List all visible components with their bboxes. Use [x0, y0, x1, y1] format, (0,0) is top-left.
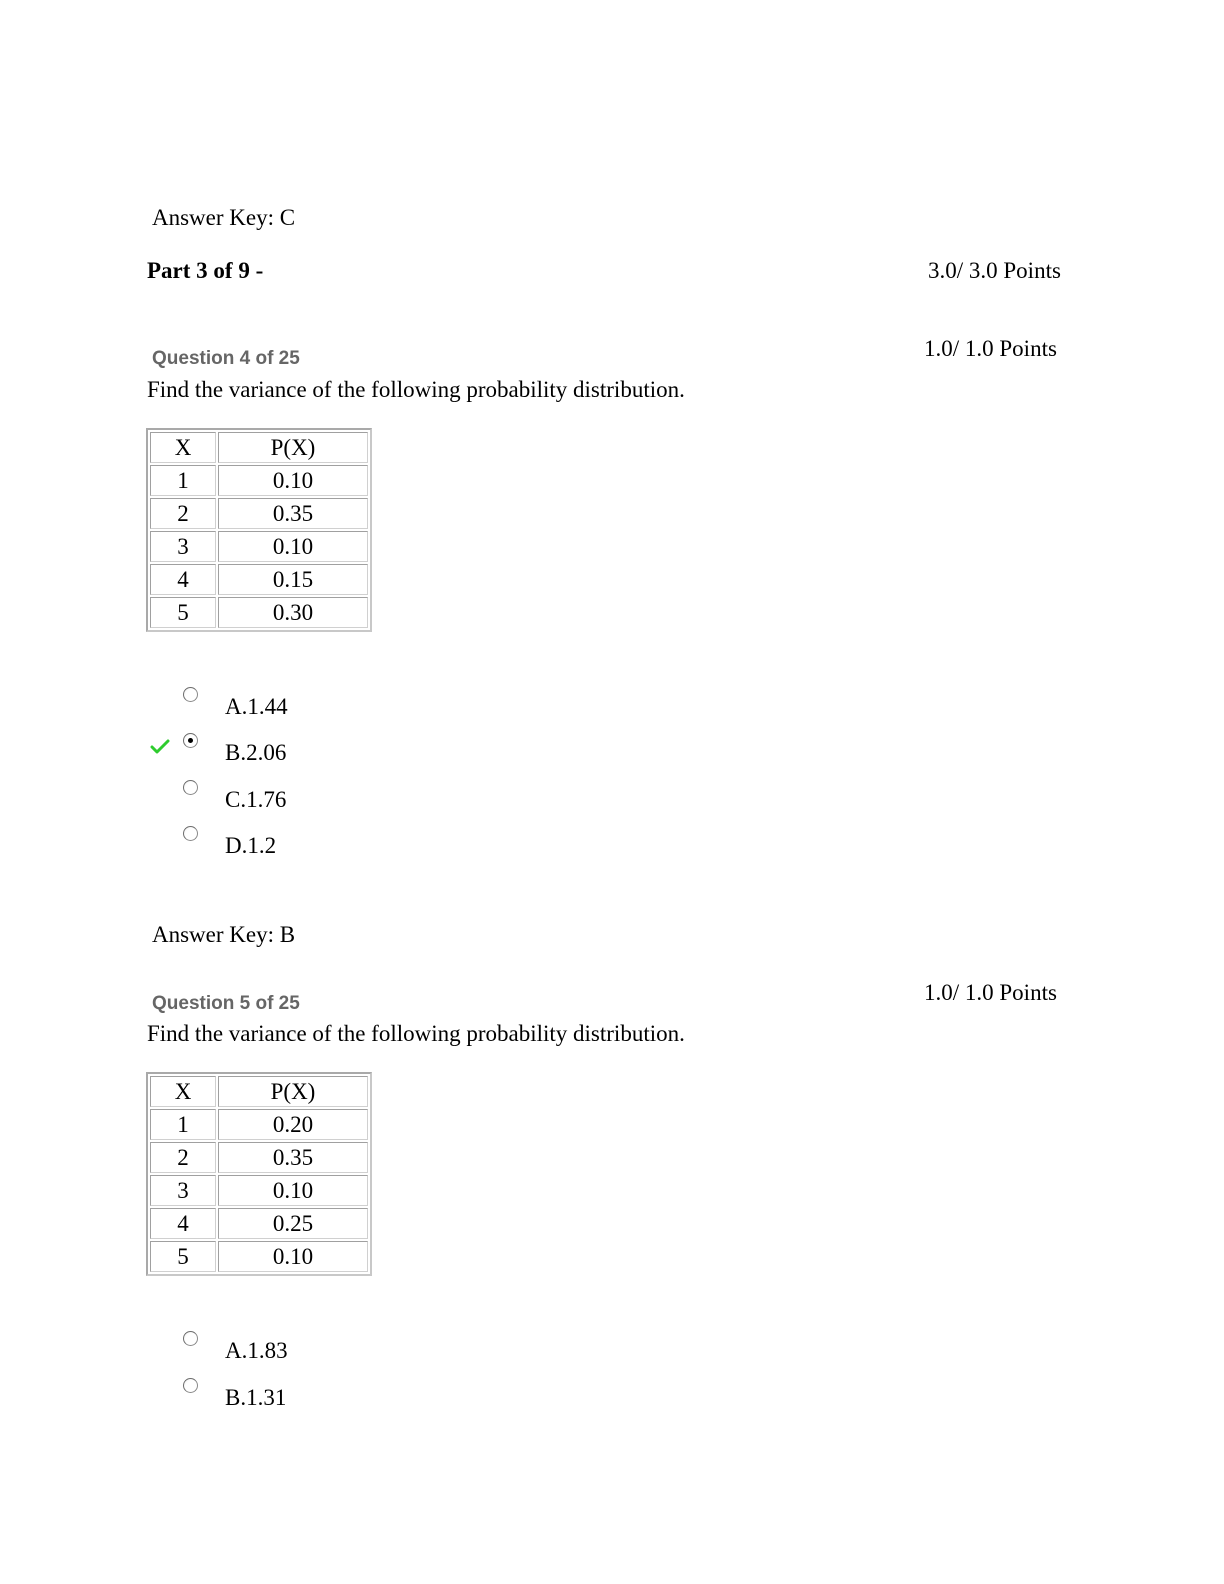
table-row — [150, 1175, 368, 1206]
question-points: 1.0/ 1.0 Points — [924, 336, 1057, 361]
radio-unselected-icon[interactable] — [183, 687, 198, 702]
radio-selected-icon[interactable] — [183, 733, 198, 748]
table-row — [150, 1142, 368, 1173]
question-label: Question 5 of 25 — [152, 993, 300, 1014]
correct-check-icon — [150, 739, 170, 755]
part-points: 3.0/ 3.0 Points — [928, 258, 1061, 283]
table-cell-x: 2 — [150, 498, 216, 529]
option-a-label: A.1.83 — [225, 1338, 288, 1363]
option-d-label: D.1.2 — [225, 833, 277, 858]
answer-key-previous: Answer Key: C — [152, 205, 296, 230]
table-cell-px: 0.10 — [218, 465, 368, 496]
radio-unselected-icon[interactable] — [183, 1331, 198, 1346]
table-cell-x: 4 — [150, 1208, 216, 1239]
table-cell-x: 5 — [150, 597, 216, 628]
option-a-label: A.1.44 — [225, 694, 288, 719]
table-cell-px: 0.30 — [218, 597, 368, 628]
table-cell-px: 0.35 — [218, 1142, 368, 1173]
table-cell-x: 4 — [150, 564, 216, 595]
option-b-label: B.1.31 — [225, 1385, 287, 1410]
table-row — [150, 1241, 368, 1272]
radio-unselected-icon[interactable] — [183, 826, 198, 841]
option-c-label: C.1.76 — [225, 787, 287, 812]
table-row — [150, 465, 368, 496]
table-header-px: P(X) — [218, 1076, 368, 1107]
radio-unselected-icon[interactable] — [183, 780, 198, 795]
question-points: 1.0/ 1.0 Points — [924, 980, 1057, 1005]
option-b-label: B.2.06 — [225, 740, 287, 765]
table-row — [150, 1208, 368, 1239]
table-header-x: X — [150, 432, 216, 463]
probability-table — [146, 428, 372, 632]
table-cell-px: 0.35 — [218, 498, 368, 529]
table-header-row — [150, 1076, 368, 1107]
answer-key: Answer Key: B — [152, 922, 296, 947]
table-cell-x: 1 — [150, 1109, 216, 1140]
probability-table — [146, 1072, 372, 1276]
table-row — [150, 597, 368, 628]
table-cell-px: 0.10 — [218, 1241, 368, 1272]
table-row — [150, 564, 368, 595]
table-row — [150, 1109, 368, 1140]
table-cell-x: 3 — [150, 1175, 216, 1206]
table-header-x: X — [150, 1076, 216, 1107]
question-prompt: Find the variance of the following probability distribution. — [147, 1021, 685, 1046]
table-header-row — [150, 432, 368, 463]
table-cell-x: 2 — [150, 1142, 216, 1173]
table-cell-x: 5 — [150, 1241, 216, 1272]
question-prompt: Find the variance of the following probability distribution. — [147, 377, 685, 402]
radio-unselected-icon[interactable] — [183, 1378, 198, 1393]
question-label: Question 4 of 25 — [152, 348, 300, 369]
table-cell-x: 1 — [150, 465, 216, 496]
table-cell-px: 0.20 — [218, 1109, 368, 1140]
table-row — [150, 531, 368, 562]
table-header-px: P(X) — [218, 432, 368, 463]
table-row — [150, 498, 368, 529]
part-title: Part 3 of 9 - — [147, 258, 264, 283]
table-cell-px: 0.15 — [218, 564, 368, 595]
table-cell-px: 0.10 — [218, 1175, 368, 1206]
table-cell-px: 0.25 — [218, 1208, 368, 1239]
table-cell-x: 3 — [150, 531, 216, 562]
table-cell-px: 0.10 — [218, 531, 368, 562]
